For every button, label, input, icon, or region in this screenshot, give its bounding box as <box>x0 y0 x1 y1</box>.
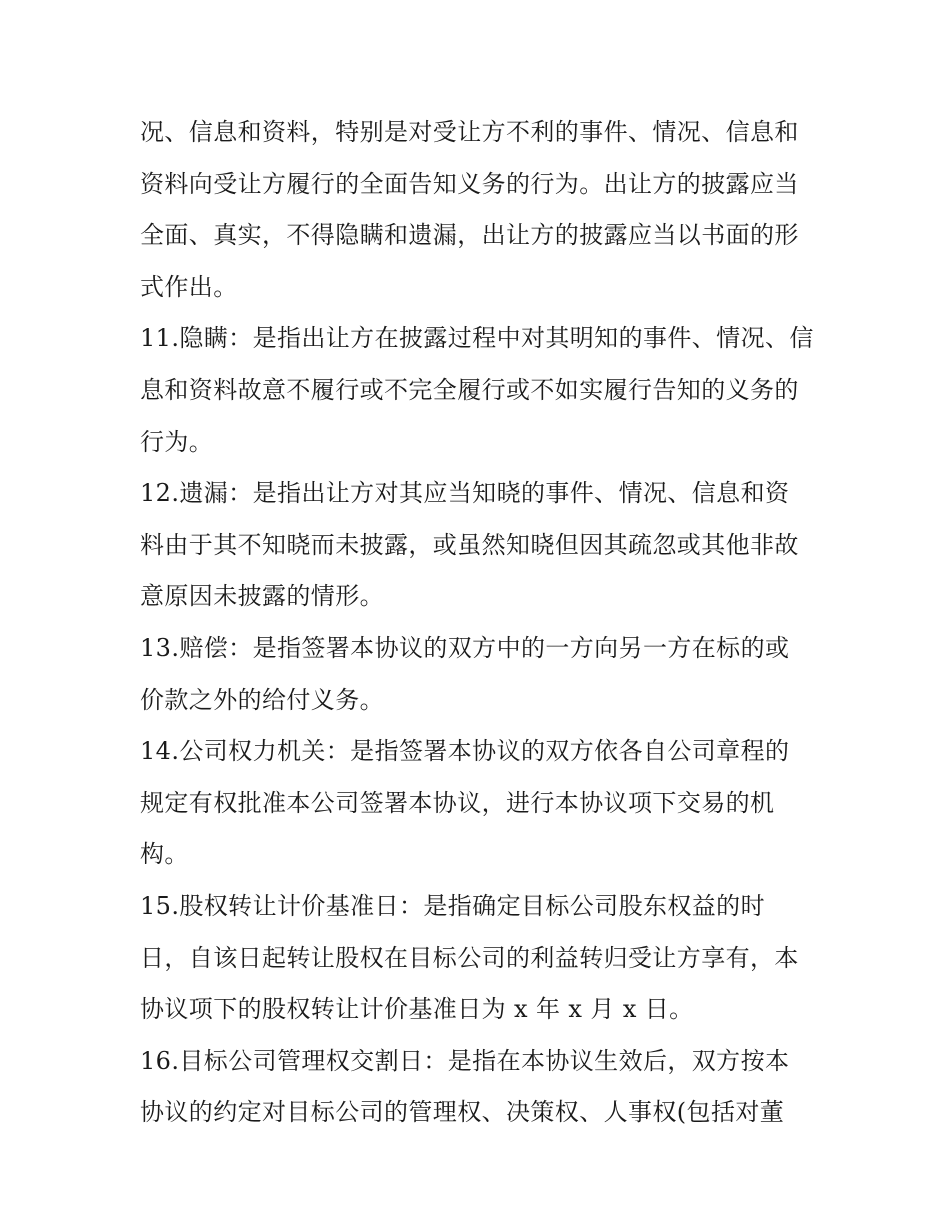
definition-11-line: 11.隐瞒：是指出让方在披露过程中对其明知的事件、情况、信 <box>140 324 814 353</box>
document-body <box>140 107 830 1139</box>
text-line: 规定有权批准本公司签署本协议，进行本协议项下交易的机 <box>140 788 775 817</box>
text-line: 资料向受让方履行的全面告知义务的行为。出让方的披露应当 <box>140 169 799 198</box>
text-line: 日，自该日起转让股权在目标公司的利益转归受让方享有，本 <box>140 943 799 972</box>
text-line: 息和资料故意不履行或不完全履行或不如实履行告知的义务的 <box>140 375 799 404</box>
text-line: 料由于其不知晓而未披露，或虽然知晓但因其疏忽或其他非故 <box>140 530 799 559</box>
text-line: 意原因未披露的情形。 <box>140 582 384 611</box>
definition-15-line: 15.股权转让计价基准日：是指确定目标公司股东权益的时 <box>140 891 765 920</box>
definition-16-line: 16.目标公司管理权交割日：是指在本协议生效后，双方按本 <box>140 1046 790 1075</box>
text-line: 行为。 <box>140 427 214 456</box>
text-line: 构。 <box>140 840 189 869</box>
text-line: 全面、真实，不得隐瞒和遗漏，出让方的披露应当以书面的形 <box>140 221 799 250</box>
text-line: 况、信息和资料，特别是对受让方不利的事件、情况、信息和 <box>140 118 799 146</box>
definition-12-line: 12.遗漏：是指出让方对其应当知晓的事件、情况、信息和资 <box>140 479 790 508</box>
text-line: 式作出。 <box>140 272 238 301</box>
text-line: 协议项下的股权转让计价基准日为 x 年 x 月 x 日。 <box>140 995 694 1024</box>
text-line: 价款之外的给付义务。 <box>140 685 384 714</box>
definition-14-line: 14.公司权力机关：是指签署本协议的双方依各自公司章程的 <box>140 737 790 766</box>
definition-13-line: 13.赔偿：是指签署本协议的双方中的一方向另一方在标的或 <box>140 633 790 662</box>
text-line: 协议的约定对目标公司的管理权、决策权、人事权(包括对董 <box>140 1098 785 1127</box>
